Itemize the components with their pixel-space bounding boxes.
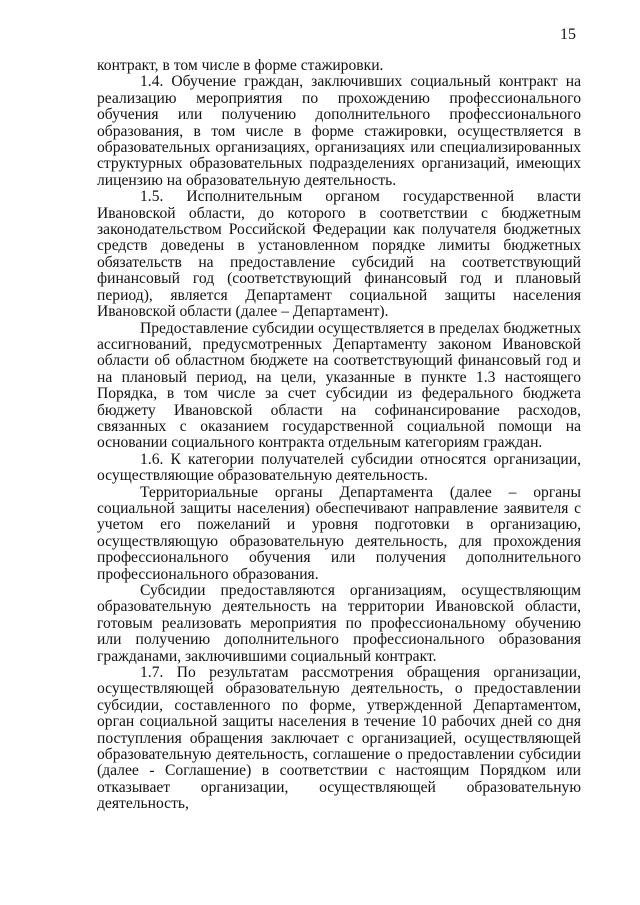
- paragraph-territorial-bodies: Территориальные органы Департамента (далее – органы социальной защиты населения) обеспечивают направление заявителя с учетом его пожеланий и уровня подготовки в организацию, осуществляющую образовательную деятельность, для прохождения профессионального обучения или получения дополнительного профессионального образования.: [97, 483, 581, 583]
- paragraph-1-4: 1.4. Обучение граждан, заключивших социальный контракт на реализацию мероприятия по прохождению профессионального обучения или получению дополнительного профессионального образования, в том числе в форме стажировки, осуществляется в образовательных организациях, организациях или специализированных структурных образовательных подразделениях организаций, имеющих лицензию на образовательную деятельность.: [97, 73, 581, 189]
- paragraph-continuation: контракт, в том числе в форме стажировки.: [97, 57, 384, 74]
- paragraph-subsidy-provision: Предоставление субсидии осуществляется в пределах бюджетных ассигнований, предусмотренных Департаменту законом Ивановской области об областном бюджете на соответствующий финансовый год и на плановый период, на цели, указанные в пункте 1.3 настоящего Порядка, в том числе за счет субсидии из федерального бюджета бюджету Ивановской области на софинансирование расходов, связанных с оказанием государственной социальной помощи на основании социального контракта отдельным категориям граждан.: [97, 319, 581, 452]
- paragraph-1-6: 1.6. К категории получателей субсидии относятся организации, осуществляющие образовательную деятельность.: [97, 450, 581, 485]
- paragraph-subsidy-recipients: Субсидии предоставляются организациям, осуществляющим образовательную деятельность на территории Ивановской области, готовым реализовать мероприятия по профессиональному обучению или получению дополнительного профессионального образования гражданами, заключившими социальный контракт.: [97, 582, 581, 665]
- page-number: 15: [560, 26, 576, 43]
- document-body: [97, 58, 581, 813]
- paragraph-1-5: 1.5. Исполнительным органом государственной власти Ивановской области, до которого в соответствии с бюджетным законодательством Российской Федерации как получателя бюджетных средств доведены в установленном порядке лимиты бюджетных обязательств на предоставление субсидий на соответствующий финансовый год (соответствующий финансовый год и плановый период), является Департамент социальной защиты населения Ивановской области (далее – Департамент).: [97, 188, 581, 321]
- paragraph-1-7: 1.7. По результатам рассмотрения обращения организации, осуществляющей образовательную деятельность, о предоставлении субсидии, составленного по форме, утвержденной Департаментом, орган социальной защиты населения в течение 10 рабочих дней со дня поступления обращения заключает с организацией, осуществляющей образовательную деятельность, соглашение о предоставлении субсидии (далее - Соглашение) в соответствии с настоящим Порядком или отказывает организации, осуществляющей образовательную деятельность,: [97, 664, 581, 813]
